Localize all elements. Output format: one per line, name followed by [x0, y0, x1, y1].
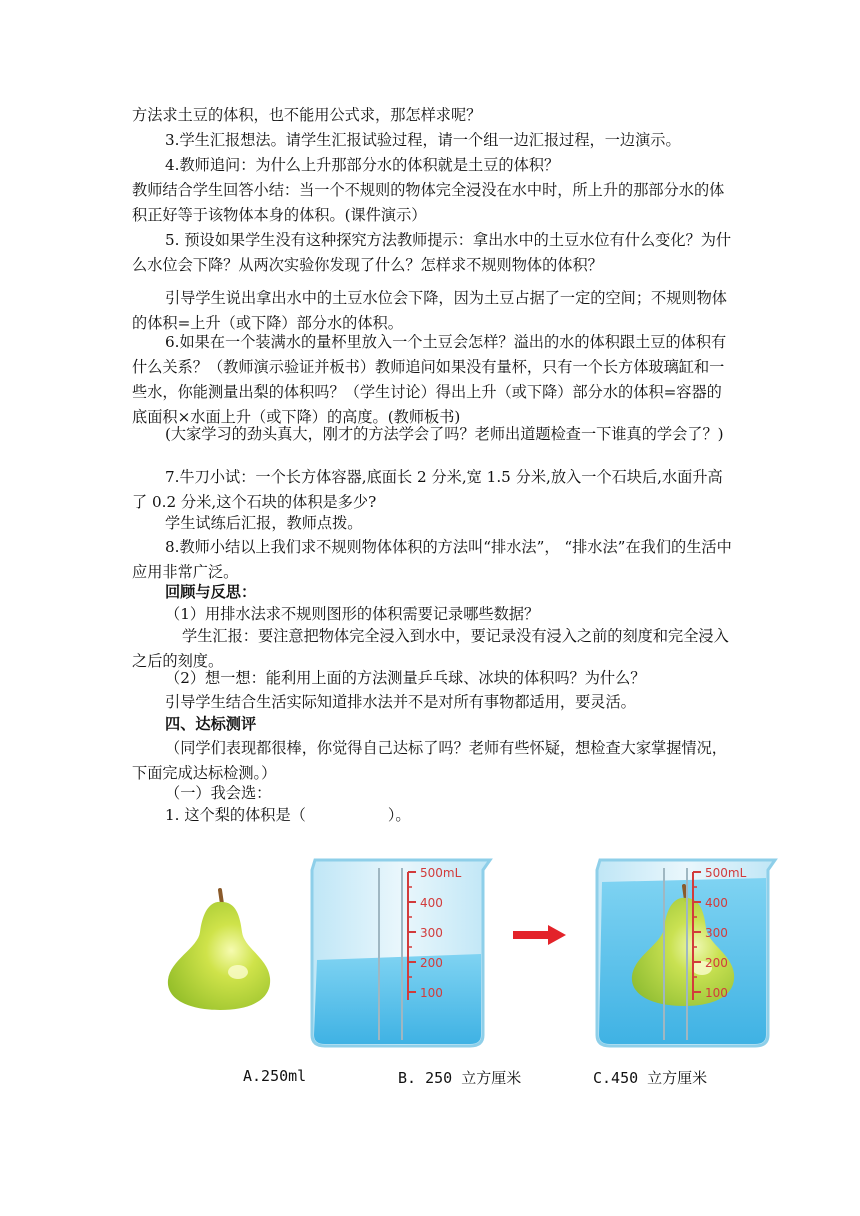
text-step-8: 8.教师小结以上我们求不规则物体体积的方法叫“排水法”， “排水法”在我们的生活中应用非常广泛。: [132, 538, 732, 581]
text-step-4: 4.教师追问：为什么上升那部分水的体积就是土豆的体积？: [165, 156, 560, 174]
text-teacher-summary: 教师结合学生回答小结：当一个不规则的物体完全浸没在水中时，所上升的那部分水的体积正好等于该物体本身的体积。(课件演示）: [132, 181, 725, 224]
tick-label: 400: [420, 896, 443, 910]
tick-label: 100: [420, 986, 443, 1000]
tick-label: 200: [420, 956, 443, 970]
question-1: [132, 803, 732, 828]
text-review-question-2: （2）想一想：能利用上面的方法测量乒乓球、冰块的体积吗？为什么？: [165, 669, 646, 687]
heading-assessment: 四、达标测评: [165, 715, 257, 733]
text-guide-students: 引导学生说出拿出水中的土豆水位会下降，因为土豆占据了一定的空间；不规则物体的体积=上升（或下降）部分水的体积。: [132, 289, 727, 332]
tick-label: 500mL: [705, 866, 747, 880]
text-check-learning: (大家学习的劲头真大，刚才的方法学会了吗？老师出道题检查一下谁真的学会了？): [165, 425, 724, 443]
tick-label: 500mL: [420, 866, 462, 880]
heading-review: 回顾与反思：: [165, 583, 257, 601]
tick-label: 300: [705, 926, 728, 940]
text-step-5: 5. 预设如果学生没有这种探究方法教师提示：拿出水中的土豆水位有什么变化？为什么水位会下降？从两次实验你发现了什么？怎样求不规则物体的体积？: [132, 231, 732, 274]
tick-label: 200: [705, 956, 728, 970]
tick-label: 300: [420, 926, 443, 940]
text-line: 方法求土豆的体积，也不能用公式求，那怎样求呢？: [132, 106, 482, 124]
arrow-icon: [513, 925, 566, 945]
text-review-question-1: （1）用排水法求不规则图形的体积需要记录哪些数据？: [165, 605, 540, 623]
beaker-with-pear: [597, 860, 775, 1046]
text-section-choose: （一）我会选：: [165, 784, 272, 802]
text-step-7: 7.牛刀小试：一个长方体容器,底面长 2 分米,宽 1.5 分米,放入一个石块后,水面升高了 0.2 分米,这个石块的体积是多少?: [132, 468, 723, 511]
tick-label: 100: [705, 986, 728, 1000]
tick-label: 400: [705, 896, 728, 910]
text-guide-conclusion: 引导学生结合生活实际知道排水法并不是对所有事物都适用，要灵活。: [165, 693, 636, 711]
text-assessment-intro: （同学们表现都很棒，你觉得自己达标了吗？老师有些怀疑，想检查大家掌握情况，下面完成达标检测。）: [132, 739, 727, 782]
text-step-6: 6.如果在一个装满水的量杯里放入一个土豆会怎样？溢出的水的体积跟土豆的体积有什么关系？（教师演示验证并板书）教师追问如果没有量杯，只有一个长方体玻璃缸和一些水，你能测量出梨的体积吗？（学生讨论）得出上升（或下降）部分水的体积=容器的底面积×水面上升（或下降）的高度。(教师板书): [132, 333, 727, 426]
pear-volume-figure: [150, 850, 790, 1060]
choice-b[interactable]: B. 250 立方厘米: [398, 1069, 522, 1087]
beaker-empty: [312, 860, 490, 1046]
text-student-report: 学生汇报：要注意把物体完全浸入到水中，要记录没有浸入之前的刻度和完全浸入之后的刻度。: [132, 627, 729, 670]
choice-a[interactable]: A.250ml: [243, 1067, 307, 1085]
choice-c[interactable]: C.450 立方厘米: [593, 1069, 708, 1087]
pear-image: [168, 890, 270, 1010]
question-1-end: ）。: [387, 806, 411, 824]
text-practice: 学生试练后汇报，教师点拨。: [165, 514, 363, 532]
question-1-text: 1. 这个梨的体积是（: [165, 806, 306, 824]
text-step-3: 3.学生汇报想法。请学生汇报试验过程，请一个组一边汇报过程，一边演示。: [165, 131, 681, 149]
water-level: [314, 954, 481, 1044]
